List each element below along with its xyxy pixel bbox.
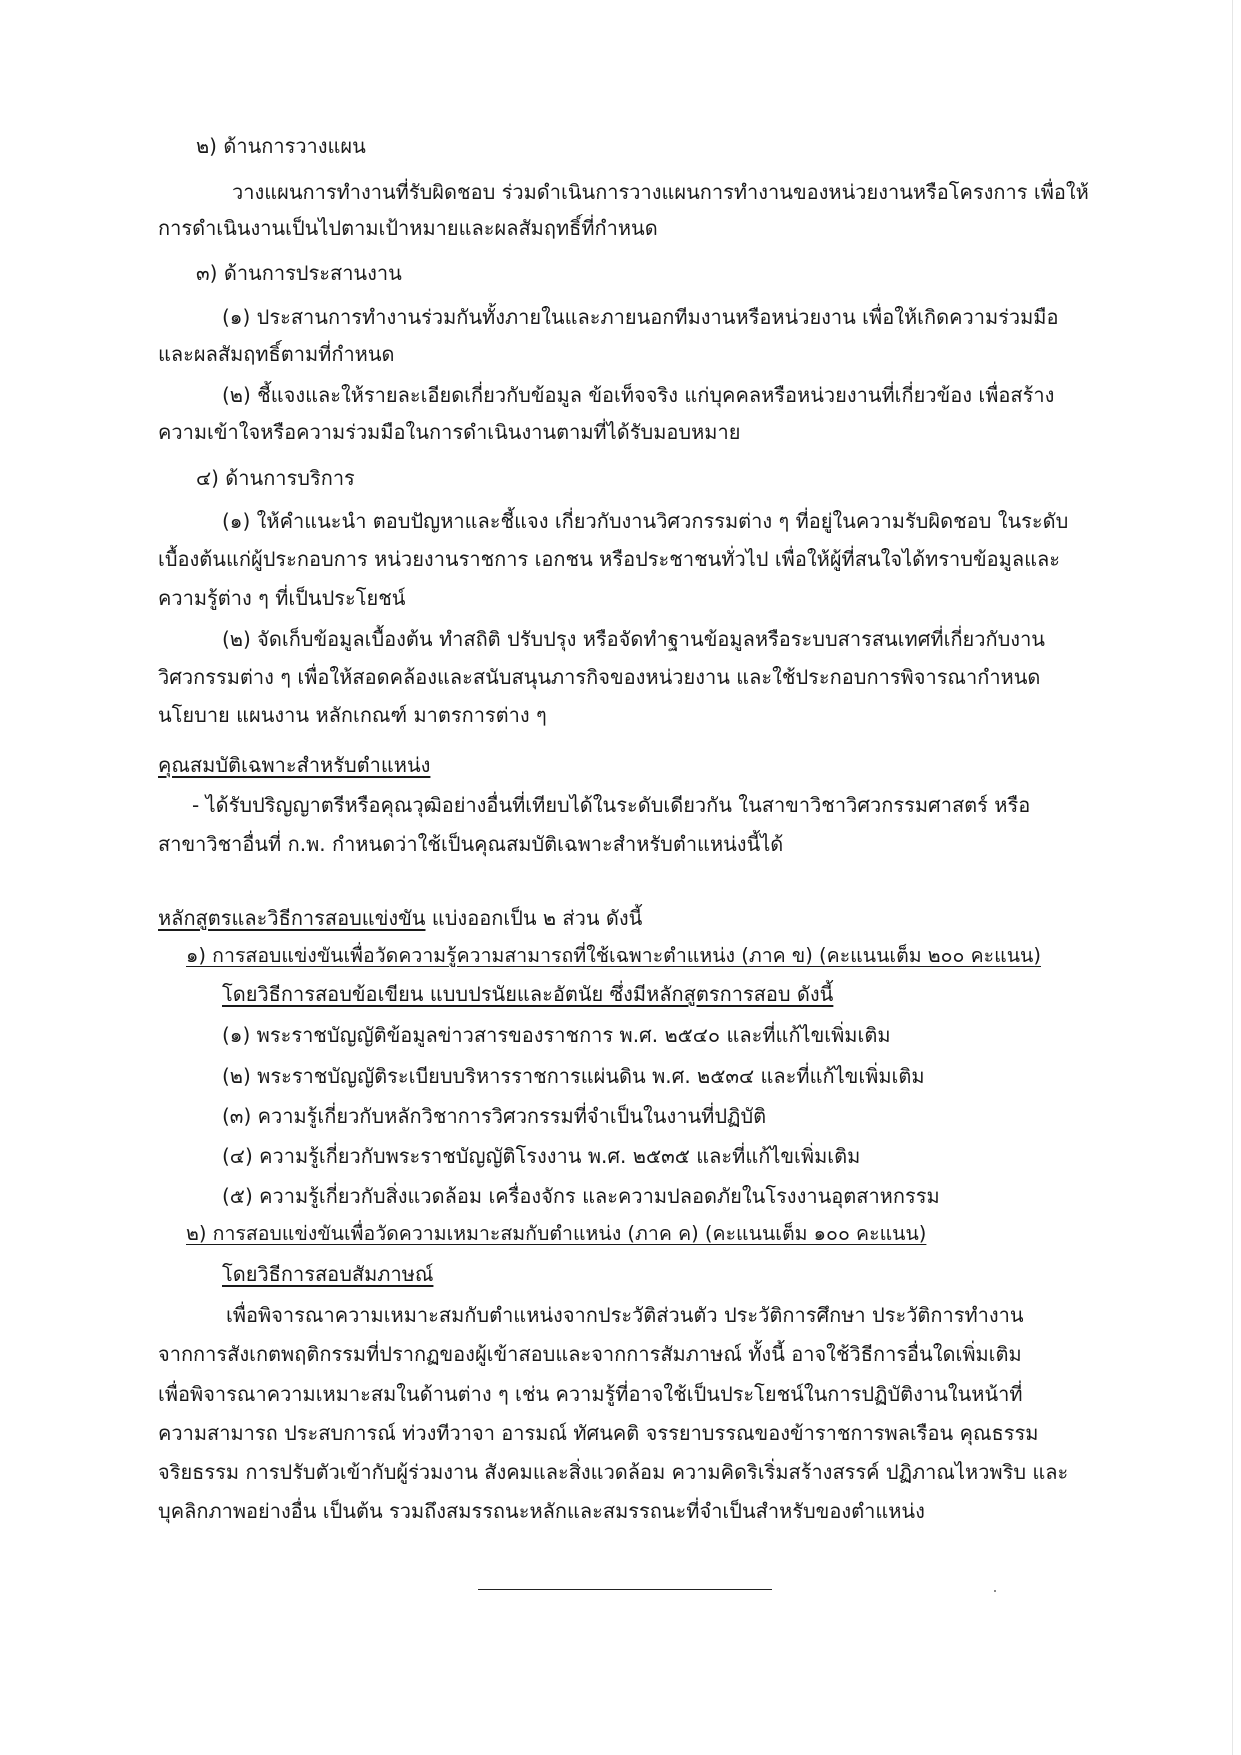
service-item: เบื้องต้นแก่ผู้ประกอบการ หน่วยงานราชการ เอกชน หรือประชาชนทั่วไป เพื่อให้ผู้ที่สนใจได้ทราบข้อมูลและ [158,547,1060,571]
service-item: (๑) ให้คำแนะนำ ตอบปัญหาและชี้แจง เกี่ยวกับงานวิศวกรรมต่าง ๆ ที่อยู่ในความรับผิดชอบ ในระดับ [222,509,1069,533]
planning-text: การดำเนินงานเป็นไปตามเป้าหมายและผลสัมฤทธิ์ที่กำหนด [158,216,658,240]
coordination-item: (๒) ชี้แจงและให้รายละเอียดเกี่ยวกับข้อมูล ข้อเท็จจริง แก่บุคคลหรือหน่วยงานที่เกี่ยวข้อง เพื่อสร้าง [222,383,1055,407]
end-rule [478,1589,772,1590]
service-heading: ๔) ด้านการบริการ [196,466,355,490]
exam-part1-item: (๒) พระราชบัญญัติระเบียบบริหารราชการแผ่นดิน พ.ศ. ๒๕๓๔ และที่แก้ไขเพิ่มเติม [222,1064,925,1088]
exam-part2-paragraph: จากการสังเกตพฤติกรรมที่ปรากฏของผู้เข้าสอบและจากการสัมภาษณ์ ทั้งนี้ อาจใช้วิธีการอื่นใดเพิ่มเติม [158,1342,1022,1366]
coordination-heading: ๓) ด้านการประสานงาน [196,261,402,285]
exam-part2-paragraph: บุคลิกภาพอย่างอื่น เป็นต้น รวมถึงสมรรถนะหลักและสมรรถนะที่จำเป็นสำหรับของตำแหน่ง [158,1499,925,1523]
exam-part1-item: (๓) ความรู้เกี่ยวกับหลักวิชาการวิศวกรรมที่จำเป็นในงานที่ปฏิบัติ [222,1104,767,1128]
exam-heading-underlined: หลักสูตรและวิธีการสอบแข่งขัน [158,906,426,930]
qualifications-heading: คุณสมบัติเฉพาะสำหรับตำแหน่ง [158,753,431,777]
exam-part1-item: (๑) พระราชบัญญัติข้อมูลข่าวสารของราชการ พ.ศ. ๒๕๔๐ และที่แก้ไขเพิ่มเติม [222,1023,891,1047]
scan-speck [994,1590,996,1592]
service-item: (๒) จัดเก็บข้อมูลเบื้องต้น ทำสถิติ ปรับปรุง หรือจัดทำฐานข้อมูลหรือระบบสารสนเทศที่เกี่ยวกับงาน [222,627,1045,651]
service-item: นโยบาย แผนงาน หลักเกณฑ์ มาตรการต่าง ๆ [158,703,547,727]
exam-part1-item: (๕) ความรู้เกี่ยวกับสิ่งแวดล้อม เครื่องจักร และความปลอดภัยในโรงงานอุตสาหกรรม [222,1184,940,1208]
exam-part2-title: ๒) การสอบแข่งขันเพื่อวัดความเหมาะสมกับตำแหน่ง (ภาค ค) (คะแนนเต็ม ๑๐๐ คะแนน) [186,1222,927,1245]
exam-heading [158,904,642,932]
planning-text: วางแผนการทำงานที่รับผิดชอบ ร่วมดำเนินการวางแผนการทำงานของหน่วยงานหรือโครงการ เพื่อให้ [232,180,1089,204]
qualifications-text: สาขาวิชาอื่นที่ ก.พ. กำหนดว่าใช้เป็นคุณสมบัติเฉพาะสำหรับตำแหน่งนี้ได้ [158,832,784,856]
exam-part1-item: (๔) ความรู้เกี่ยวกับพระราชบัญญัติโรงงาน พ.ศ. ๒๕๓๕ และที่แก้ไขเพิ่มเติม [222,1144,861,1168]
exam-part1-method: โดยวิธีการสอบข้อเขียน แบบปรนัยและอัตนัย ซึ่งมีหลักสูตรการสอบ ดังนี้ [222,982,834,1006]
exam-part2-paragraph: เพื่อพิจารณาความเหมาะสมกับตำแหน่งจากประวัติส่วนตัว ประวัติการศึกษา ประวัติการทำงาน [226,1303,1024,1327]
exam-heading-rest: แบ่งออกเป็น ๒ ส่วน ดังนี้ [425,906,643,930]
coordination-item: (๑) ประสานการทำงานร่วมกันทั้งภายในและภายนอกทีมงานหรือหน่วยงาน เพื่อให้เกิดความร่วมมือ [222,305,1059,329]
qualifications-text: - ได้รับปริญญาตรีหรือคุณวุฒิอย่างอื่นที่เทียบได้ในระดับเดียวกัน ในสาขาวิชาวิศวกรรมศาสตร์ หรือ [192,793,1031,817]
service-item: ความรู้ต่าง ๆ ที่เป็นประโยชน์ [158,586,406,610]
exam-part2-method: โดยวิธีการสอบสัมภาษณ์ [222,1262,434,1286]
exam-part2-paragraph: ความสามารถ ประสบการณ์ ท่วงทีวาจา อารมณ์ ทัศนคติ จรรยาบรรณของข้าราชการพลเรือน คุณธรรม [158,1421,1039,1445]
coordination-item: ความเข้าใจหรือความร่วมมือในการดำเนินงานตามที่ได้รับมอบหมาย [158,420,741,444]
exam-part2-paragraph: จริยธรรม การปรับตัวเข้ากับผู้ร่วมงาน สังคมและสิ่งแวดล้อม ความคิดริเริ่มสร้างสรรค์ ปฏิภาณไหวพริบ และ [158,1460,1069,1484]
coordination-item: และผลสัมฤทธิ์ตามที่กำหนด [158,342,395,366]
exam-part2-paragraph: เพื่อพิจารณาความเหมาะสมในด้านต่าง ๆ เช่น ความรู้ที่อาจใช้เป็นประโยชน์ในการปฏิบัติงานในหน้าที่ [158,1382,1023,1406]
scan-edge [1232,0,1233,1755]
service-item: วิศวกรรมต่าง ๆ เพื่อให้สอดคล้องและสนับสนุนภารกิจของหน่วยงาน และใช้ประกอบการพิจารณากำหนด [158,665,1041,689]
planning-heading: ๒) ด้านการวางแผน [196,134,366,158]
exam-part1-title: ๑) การสอบแข่งขันเพื่อวัดความรู้ความสามารถที่ใช้เฉพาะตำแหน่ง (ภาค ข) (คะแนนเต็ม ๒๐๐ คะแนน) [186,944,1041,967]
